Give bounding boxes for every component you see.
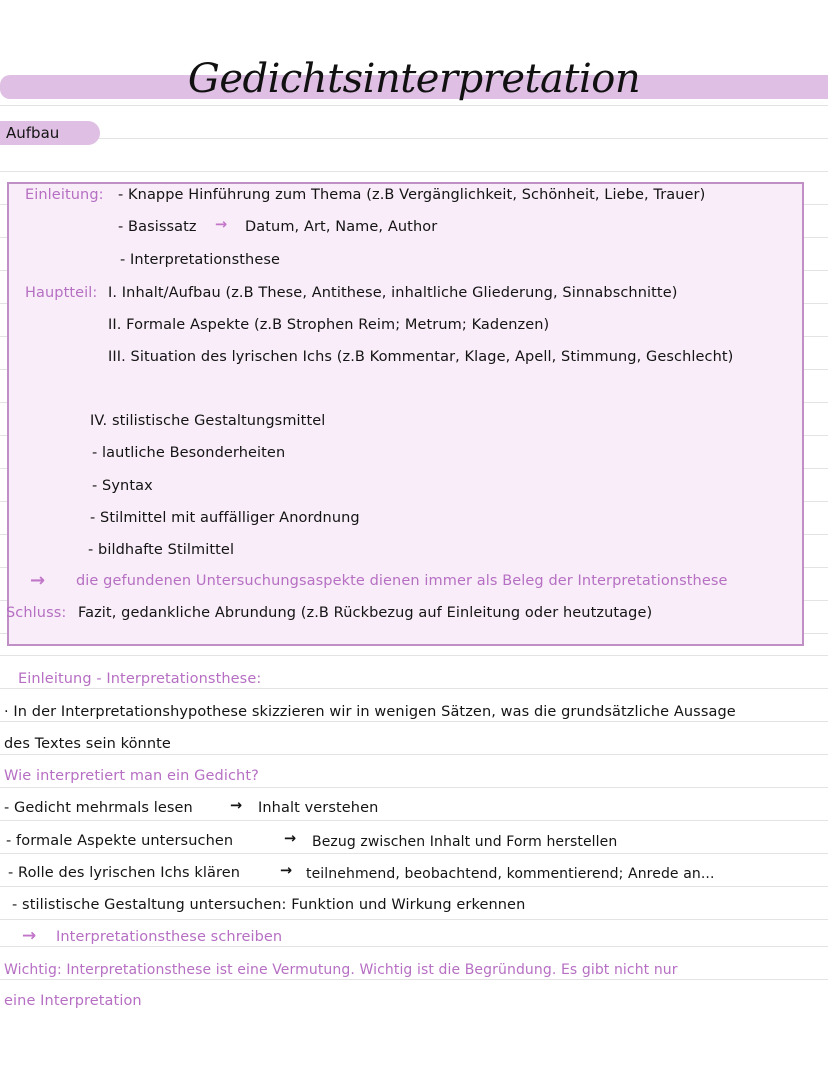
section-heading: Einleitung - Interpretationsthese: bbox=[18, 671, 262, 687]
important-note: eine Interpretation bbox=[4, 993, 142, 1009]
einleitung-item: - Knappe Hinführung zum Thema (z.B Vergänglichkeit, Schönheit, Liebe, Trauer) bbox=[118, 187, 706, 203]
arrow-icon: → bbox=[30, 570, 46, 591]
arrow-icon: → bbox=[284, 831, 297, 847]
schluss-text: Fazit, gedankliche Abrundung (z.B Rückbezug auf Einleitung oder heutzutage) bbox=[78, 605, 653, 621]
step-right: Inhalt verstehen bbox=[258, 800, 379, 816]
hauptteil-item: II. Formale Aspekte (z.B Strophen Reim; Metrum; Kadenzen) bbox=[108, 317, 550, 333]
schluss-label: Schluss: bbox=[6, 605, 67, 621]
einleitung-item: Datum, Art, Name, Author bbox=[245, 219, 438, 235]
step-left: - formale Aspekte untersuchen bbox=[6, 833, 234, 849]
conclusion-text: Interpretationsthese schreiben bbox=[56, 929, 283, 945]
hauptteil-note: die gefundenen Untersuchungsaspekte dienen immer als Beleg der Interpretationsthese bbox=[76, 573, 728, 589]
important-note: Wichtig: Interpretationsthese ist eine Vermutung. Wichtig ist die Begründung. Es gibt nicht nur bbox=[4, 962, 678, 978]
arrow-icon: → bbox=[280, 863, 293, 879]
einleitung-item: - Interpretationsthese bbox=[120, 252, 281, 268]
page-title: Gedichtsinterpretation bbox=[187, 56, 641, 102]
paragraph-line: · In der Interpretationshypothese skizzieren wir in wenigen Sätzen, was die grundsätzliche Aussage bbox=[4, 704, 736, 720]
section-chip-aufbau: Aufbau bbox=[0, 121, 100, 145]
hauptteil-item: - bildhafte Stilmittel bbox=[88, 542, 235, 558]
hauptteil-item: - Stilmittel mit auffälliger Anordnung bbox=[90, 510, 360, 526]
step-left: - Rolle des lyrischen Ichs klären bbox=[8, 865, 241, 881]
step-left: - Gedicht mehrmals lesen bbox=[4, 800, 193, 816]
arrow-icon: → bbox=[22, 926, 37, 946]
hauptteil-item: I. Inhalt/Aufbau (z.B These, Antithese, inhaltliche Gliederung, Sinnabschnitte) bbox=[108, 285, 678, 301]
hauptteil-item: III. Situation des lyrischen Ichs (z.B Kommentar, Klage, Apell, Stimmung, Geschlecht) bbox=[108, 349, 734, 365]
hauptteil-item: - Syntax bbox=[92, 478, 153, 494]
step-right: teilnehmend, beobachtend, kommentierend; Anrede an... bbox=[306, 866, 715, 882]
arrow-icon: → bbox=[215, 217, 228, 233]
paragraph-line: des Textes sein könnte bbox=[4, 736, 171, 752]
hauptteil-item: - lautliche Besonderheiten bbox=[92, 445, 286, 461]
arrow-icon: → bbox=[230, 798, 243, 814]
step-left: - stilistische Gestaltung untersuchen: Funktion und Wirkung erkennen bbox=[12, 897, 526, 913]
einleitung-label: Einleitung: bbox=[25, 187, 104, 203]
hauptteil-item: IV. stilistische Gestaltungsmittel bbox=[90, 413, 326, 429]
einleitung-item: - Basissatz bbox=[118, 219, 197, 235]
hauptteil-label: Hauptteil: bbox=[25, 285, 98, 301]
step-right: Bezug zwischen Inhalt und Form herstellen bbox=[312, 834, 618, 850]
section-heading: Wie interpretiert man ein Gedicht? bbox=[4, 768, 259, 784]
